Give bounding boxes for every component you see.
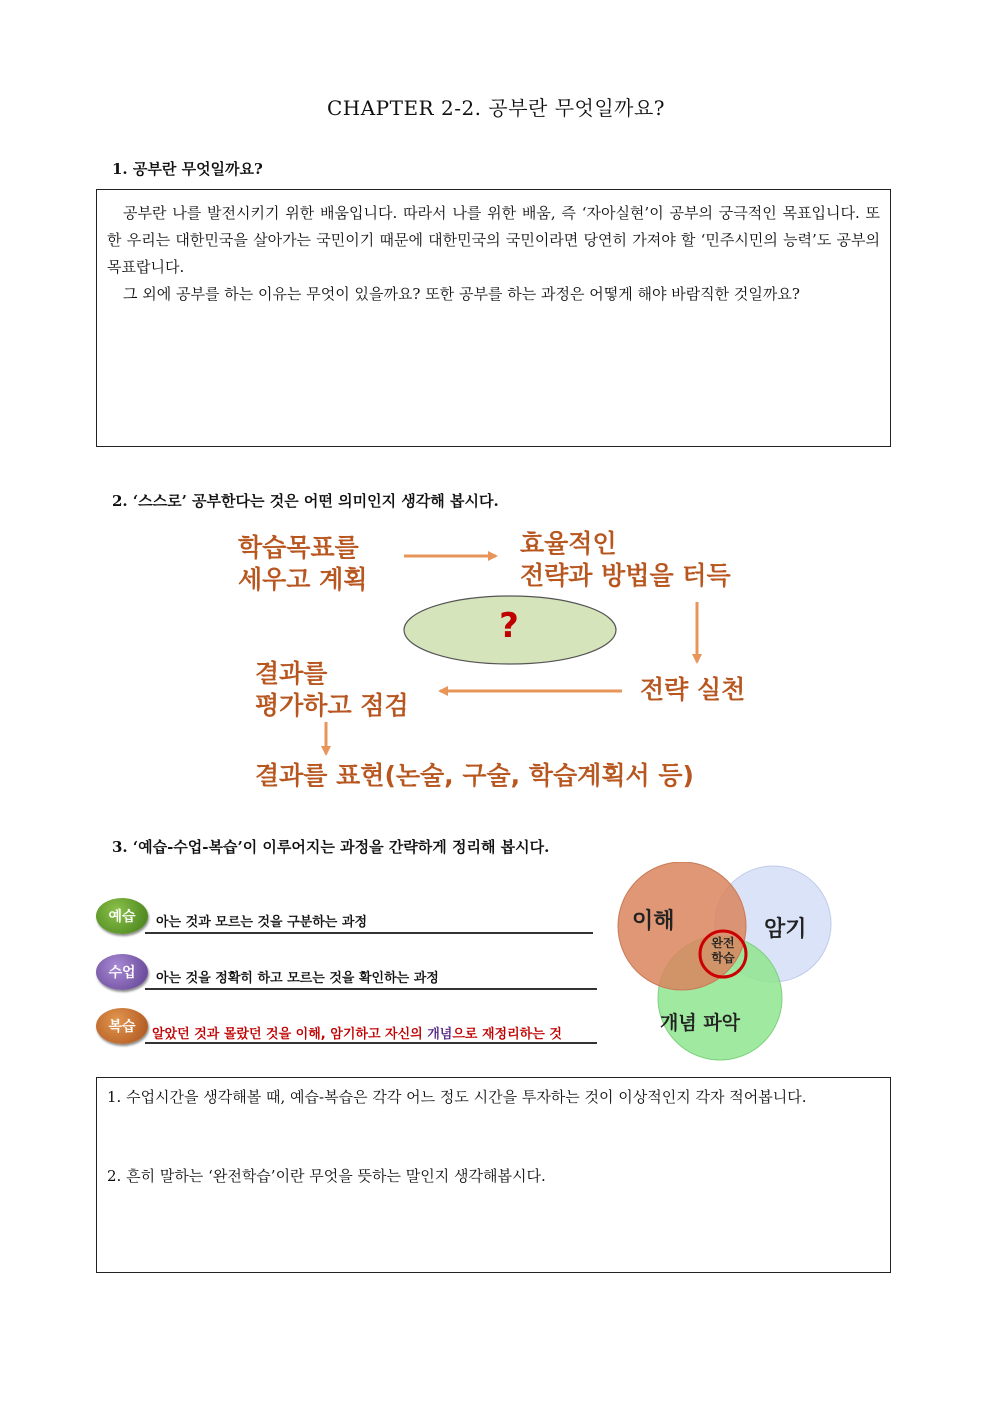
class-underline [145, 988, 597, 990]
section1-textbox [96, 189, 891, 447]
preview-badge: 예습 [96, 898, 148, 934]
flow-step-express: 결과를 표현(논술, 구술, 학습계획서 등) [255, 761, 694, 790]
flow-step-strategy-line1: 효율적인 [520, 529, 617, 558]
complete-learning-venn [610, 862, 840, 1068]
class-description: 아는 것을 정확히 하고 모르는 것을 확인하는 과정 [156, 971, 439, 986]
review-underline [145, 1042, 597, 1044]
page-title: CHAPTER 2-2. 공부란 무엇일까요? [326, 96, 666, 120]
preview-description: 아는 것과 모르는 것을 구분하는 과정 [156, 915, 367, 930]
venn-center-line1: 완전 [711, 936, 735, 950]
question-1: 1. 수업시간을 생각해볼 때, 예습-복습은 각각 어느 정도 시간을 투자하는 것이 이상적인지 각자 적어봅니다. [107, 1088, 807, 1106]
review-text-part2: 으로 재정리하는 것 [452, 1027, 562, 1042]
flow-step-goal-line2: 세우고 계획 [238, 565, 368, 594]
flow-step-evaluate-line1: 결과를 [255, 659, 328, 688]
venn-center-line2: 학습 [711, 951, 735, 965]
question-2: 2. 흔히 말하는 ‘완전학습’이란 무엇을 뜻하는 말인지 생각해봅시다. [107, 1167, 546, 1185]
flow-step-evaluate-line2: 평가하고 점검 [255, 691, 409, 720]
flow-step-strategy-line2: 전략과 방법을 터득 [520, 561, 731, 590]
review-badge: 복습 [96, 1008, 148, 1044]
venn-label-concept: 개념 파악 [660, 1012, 741, 1034]
questions-box [96, 1077, 891, 1273]
flow-step-strategy [520, 528, 731, 592]
preview-underline [145, 932, 593, 934]
section1-paragraph1: 공부란 나를 발전시키기 위한 배움입니다. 따라서 나를 위한 배움, 즉 ‘자아실현’이 공부의 궁극적인 목표입니다. 또한 우리는 대한민국을 살아가는 국민이기 때문에 대한민국의 국민이라면 당연히 가져야 할 ‘민주시민의 능력’도 공부의 목표랍니다. [107, 204, 880, 276]
section1-paragraph2: 그 외에 공부를 하는 이유는 무엇이 있을까요? 또한 공부를 하는 과정은 어떻게 해야 바람직한 것일까요? [123, 285, 800, 303]
flow-step-goal-line1: 학습목표를 [238, 533, 359, 562]
venn-label-complete-learning [706, 936, 740, 966]
review-description [152, 1023, 562, 1042]
venn-label-understand: 이해 [632, 909, 675, 934]
flow-step-practice: 전략 실천 [640, 675, 746, 704]
question-mark: ? [499, 606, 519, 646]
review-text-part1: 알았던 것과 몰랐던 것을 이해, 암기하고 자신의 [152, 1027, 428, 1042]
self-study-flow-diagram [0, 520, 992, 810]
flow-step-goal [238, 532, 367, 596]
class-badge: 수업 [96, 954, 148, 990]
section2-heading: 2. ‘스스로’ 공부한다는 것은 어떤 의미인지 생각해 봅시다. [112, 492, 499, 510]
review-text-highlight: 개념 [427, 1027, 453, 1042]
venn-label-memorize: 암기 [764, 917, 807, 942]
section1-heading: 1. 공부란 무엇일까요? [112, 160, 263, 178]
flow-step-evaluate [255, 658, 409, 722]
section3-heading: 3. ‘예습-수업-복습’이 이루어지는 과정을 간략하게 정리해 봅시다. [112, 838, 550, 856]
